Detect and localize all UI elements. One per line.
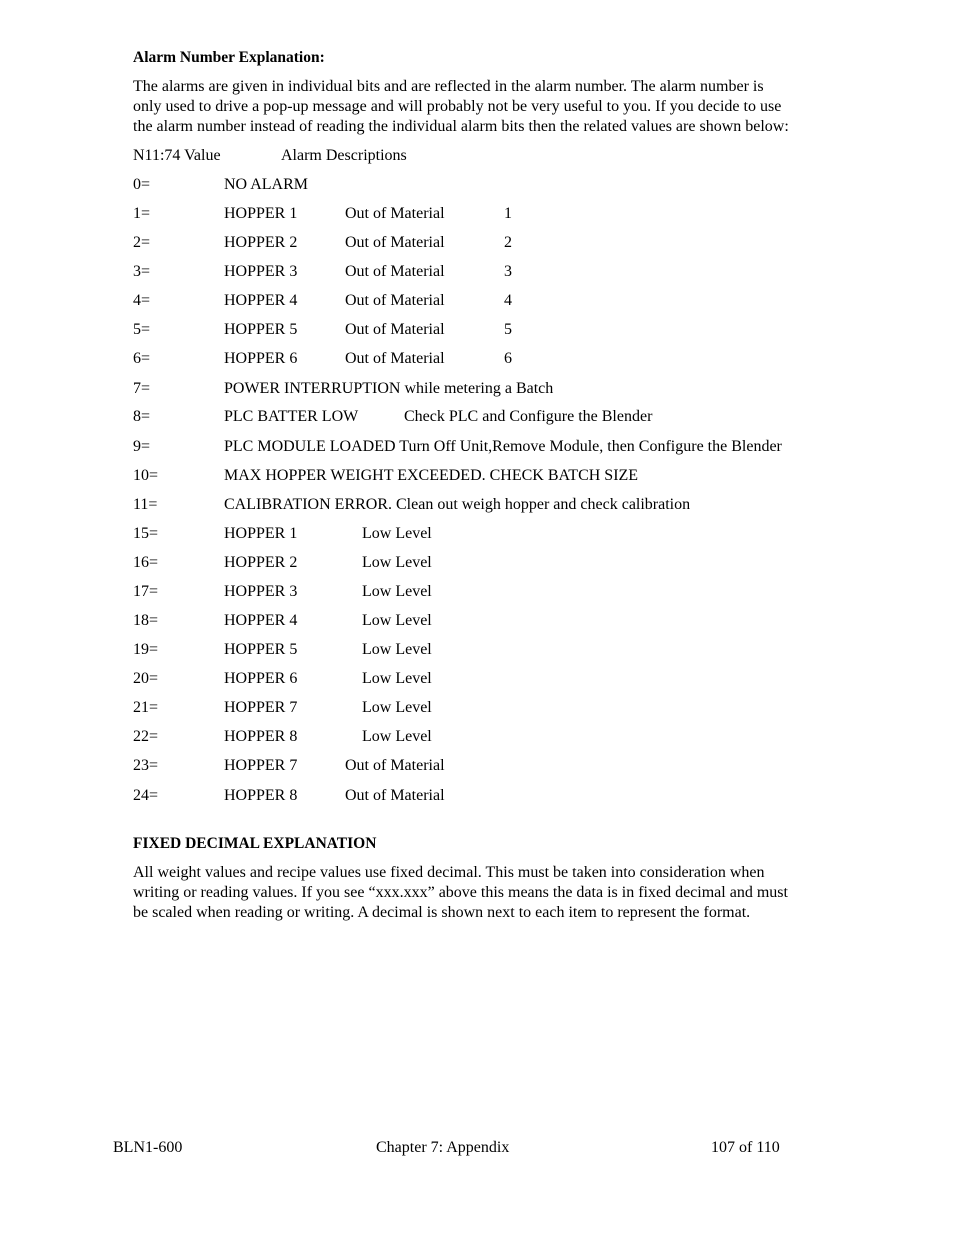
alarm-condition: Out of Material — [345, 757, 445, 774]
fixed-line: be scaled when reading or writing. A decimal is shown next to each item to represent the format. — [133, 904, 751, 921]
alarm-description: HOPPER 2 — [224, 554, 298, 571]
fixed-heading: FIXED DECIMAL EXPLANATION — [133, 835, 377, 852]
alarm-code: 19= — [133, 641, 159, 658]
alarm-condition: Low Level — [362, 612, 432, 629]
alarm-intro-line: The alarms are given in individual bits and are reflected in the alarm number. The alarm number is — [133, 78, 764, 95]
alarm-condition: Low Level — [362, 728, 432, 745]
alarm-code: 22= — [133, 728, 159, 745]
footer-doc-id: BLN1-600 — [113, 1139, 183, 1156]
alarm-hopper-number: 2 — [504, 234, 512, 251]
alarm-condition: Out of Material — [345, 350, 445, 367]
alarm-code: 9= — [133, 438, 151, 455]
alarm-description: HOPPER 3 — [224, 583, 298, 600]
footer-chapter: Chapter 7: Appendix — [376, 1139, 510, 1156]
alarm-heading: Alarm Number Explanation: — [133, 49, 325, 66]
alarm-condition: Low Level — [362, 554, 432, 571]
alarm-code: 11= — [133, 496, 158, 513]
alarm-description: HOPPER 6 — [224, 670, 298, 687]
alarm-code: 4= — [133, 292, 151, 309]
alarm-description: HOPPER 5 — [224, 321, 298, 338]
alarm-description: HOPPER 1 — [224, 525, 298, 542]
alarm-description: HOPPER 1 — [224, 205, 298, 222]
alarm-code: 18= — [133, 612, 159, 629]
alarm-code: 2= — [133, 234, 151, 251]
col-desc-header: Alarm Descriptions — [281, 147, 407, 164]
alarm-hopper-number: 6 — [504, 350, 512, 367]
alarm-description: MAX HOPPER WEIGHT EXCEEDED. CHECK BATCH SIZE — [224, 467, 639, 484]
alarm-condition: Out of Material — [345, 321, 445, 338]
alarm-condition: Low Level — [362, 670, 432, 687]
alarm-intro-line: the alarm number instead of reading the individual alarm bits then the related values are shown below: — [133, 118, 789, 135]
alarm-code: 10= — [133, 467, 159, 484]
footer-page-number: 107 of 110 — [711, 1139, 780, 1156]
alarm-code: 7= — [133, 380, 151, 397]
alarm-code: 23= — [133, 757, 159, 774]
alarm-description: HOPPER 4 — [224, 292, 298, 309]
alarm-condition: Low Level — [362, 583, 432, 600]
alarm-hopper-number: 3 — [504, 263, 512, 280]
alarm-description: NO ALARM — [224, 176, 309, 193]
alarm-condition: Low Level — [362, 699, 432, 716]
alarm-description: CALIBRATION ERROR. Clean out weigh hopper and check calibration — [224, 496, 691, 513]
alarm-code: 15= — [133, 525, 159, 542]
alarm-hopper-number: 5 — [504, 321, 512, 338]
alarm-condition: Out of Material — [345, 292, 445, 309]
alarm-condition: Out of Material — [345, 263, 445, 280]
fixed-paragraph — [133, 863, 853, 923]
alarm-code: 1= — [133, 205, 151, 222]
alarm-code: 3= — [133, 263, 151, 280]
alarm-hopper-number: 4 — [504, 292, 512, 309]
alarm-description: HOPPER 7 — [224, 699, 298, 716]
alarm-condition: Out of Material — [345, 205, 445, 222]
alarm-code: 0= — [133, 176, 151, 193]
alarm-description: PLC BATTER LOW — [224, 408, 359, 425]
alarm-intro-line: only used to drive a pop-up message and will probably not be very useful to you. If you decide to use — [133, 98, 782, 115]
alarm-description: PLC MODULE LOADED Turn Off Unit,Remove Module, then Configure the Blender — [224, 438, 782, 455]
fixed-line: All weight values and recipe values use fixed decimal. This must be taken into consideration when — [133, 864, 765, 881]
alarm-description: HOPPER 8 — [224, 728, 298, 745]
alarm-code: 20= — [133, 670, 159, 687]
alarm-condition: Check PLC and Configure the Blender — [404, 408, 653, 425]
alarm-condition: Out of Material — [345, 234, 445, 251]
alarm-code: 21= — [133, 699, 159, 716]
alarm-code: 24= — [133, 787, 159, 804]
alarm-condition: Low Level — [362, 641, 432, 658]
alarm-description: HOPPER 6 — [224, 350, 298, 367]
fixed-line: writing or reading values. If you see “xxx.xxx” above this means the data is in fixed decimal and must — [133, 884, 788, 901]
alarm-description: HOPPER 4 — [224, 612, 298, 629]
alarm-description: HOPPER 5 — [224, 641, 298, 658]
alarm-description: HOPPER 2 — [224, 234, 298, 251]
alarm-description: HOPPER 7 — [224, 757, 298, 774]
alarm-code: 6= — [133, 350, 151, 367]
col-value-header: N11:74 Value — [133, 147, 221, 164]
alarm-condition: Low Level — [362, 525, 432, 542]
alarm-description: HOPPER 8 — [224, 787, 298, 804]
alarm-code: 5= — [133, 321, 151, 338]
alarm-condition: Out of Material — [345, 787, 445, 804]
alarm-intro — [133, 77, 853, 137]
alarm-code: 16= — [133, 554, 159, 571]
alarm-code: 17= — [133, 583, 159, 600]
alarm-description: POWER INTERRUPTION while metering a Batch — [224, 380, 554, 397]
alarm-description: HOPPER 3 — [224, 263, 298, 280]
alarm-code: 8= — [133, 408, 151, 425]
alarm-hopper-number: 1 — [504, 205, 512, 222]
